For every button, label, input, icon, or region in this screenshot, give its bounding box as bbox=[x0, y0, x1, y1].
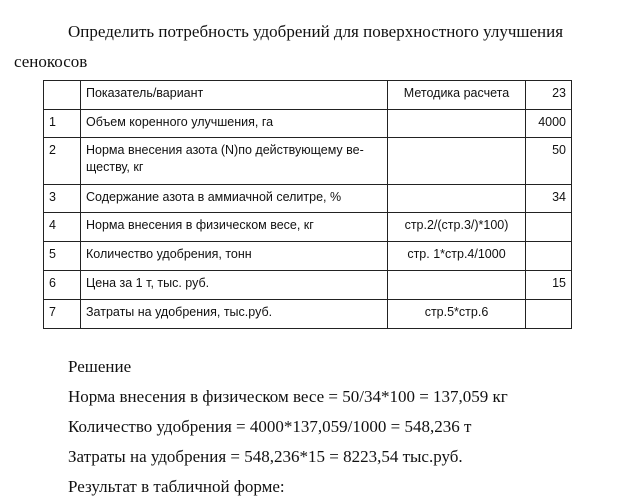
row-indicator-cell: Цена за 1 т, тыс. руб. bbox=[81, 271, 388, 300]
row-method-cell: стр.5*стр.6 bbox=[388, 300, 526, 329]
row-method-cell: стр.2/(стр.3/)*100) bbox=[388, 213, 526, 242]
header-variant-cell: 23 bbox=[526, 81, 572, 110]
table-row bbox=[44, 242, 572, 271]
row-indicator-line-2: ществу, кг bbox=[86, 160, 144, 174]
row-method-cell bbox=[388, 110, 526, 138]
row-indicator-cell: Объем коренного улучшения, га bbox=[81, 110, 388, 138]
row-num-cell: 3 bbox=[44, 185, 81, 213]
row-num-cell: 5 bbox=[44, 242, 81, 271]
task-title-line-1: Определить потребность удобрений для поверхностного улучшения bbox=[68, 22, 564, 41]
row-value-cell: 34 bbox=[526, 185, 572, 213]
solution-line-result-intro: Результат в табличной форме: bbox=[68, 477, 285, 496]
header-indicator-cell: Показатель/вариант bbox=[81, 81, 388, 110]
table-row bbox=[44, 271, 572, 300]
row-value-cell bbox=[526, 242, 572, 271]
table-row bbox=[44, 110, 572, 138]
table-row bbox=[44, 185, 572, 213]
row-indicator-line-1: Норма внесения азота (N)по действующему ве- bbox=[86, 143, 364, 157]
calculation-table bbox=[43, 80, 572, 329]
row-method-cell bbox=[388, 138, 526, 185]
row-indicator-cell: Норма внесения в физическом весе, кг bbox=[81, 213, 388, 242]
row-method-cell: стр. 1*стр.4/1000 bbox=[388, 242, 526, 271]
row-num-cell: 6 bbox=[44, 271, 81, 300]
row-value-cell: 50 bbox=[526, 138, 572, 185]
row-num-cell: 2 bbox=[44, 138, 81, 185]
row-num-cell: 1 bbox=[44, 110, 81, 138]
table-header-row bbox=[44, 81, 572, 110]
row-method-cell bbox=[388, 271, 526, 300]
solution-line-quantity: Количество удобрения = 4000*137,059/1000 = 548,236 т bbox=[68, 417, 472, 436]
row-num-cell: 7 bbox=[44, 300, 81, 329]
row-indicator-cell: Затраты на удобрения, тыс.руб. bbox=[81, 300, 388, 329]
task-title-line-2: сенокосов bbox=[14, 52, 88, 71]
table-row bbox=[44, 213, 572, 242]
row-value-cell bbox=[526, 300, 572, 329]
table-row bbox=[44, 138, 572, 185]
row-value-cell: 15 bbox=[526, 271, 572, 300]
row-value-cell bbox=[526, 213, 572, 242]
row-method-cell bbox=[388, 185, 526, 213]
solution-line-cost: Затраты на удобрения = 548,236*15 = 8223,54 тыс.руб. bbox=[68, 447, 463, 466]
header-num-cell bbox=[44, 81, 81, 110]
row-indicator-cell bbox=[81, 138, 388, 185]
solution-heading: Решение bbox=[68, 357, 132, 376]
solution-line-rate: Норма внесения в физическом весе = 50/34*100 = 137,059 кг bbox=[68, 387, 508, 406]
header-method-cell: Методика расчета bbox=[388, 81, 526, 110]
row-indicator-cell: Количество удобрения, тонн bbox=[81, 242, 388, 271]
row-indicator-cell: Содержание азота в аммиачной селитре, % bbox=[81, 185, 388, 213]
row-num-cell: 4 bbox=[44, 213, 81, 242]
row-value-cell: 4000 bbox=[526, 110, 572, 138]
table-row bbox=[44, 300, 572, 329]
